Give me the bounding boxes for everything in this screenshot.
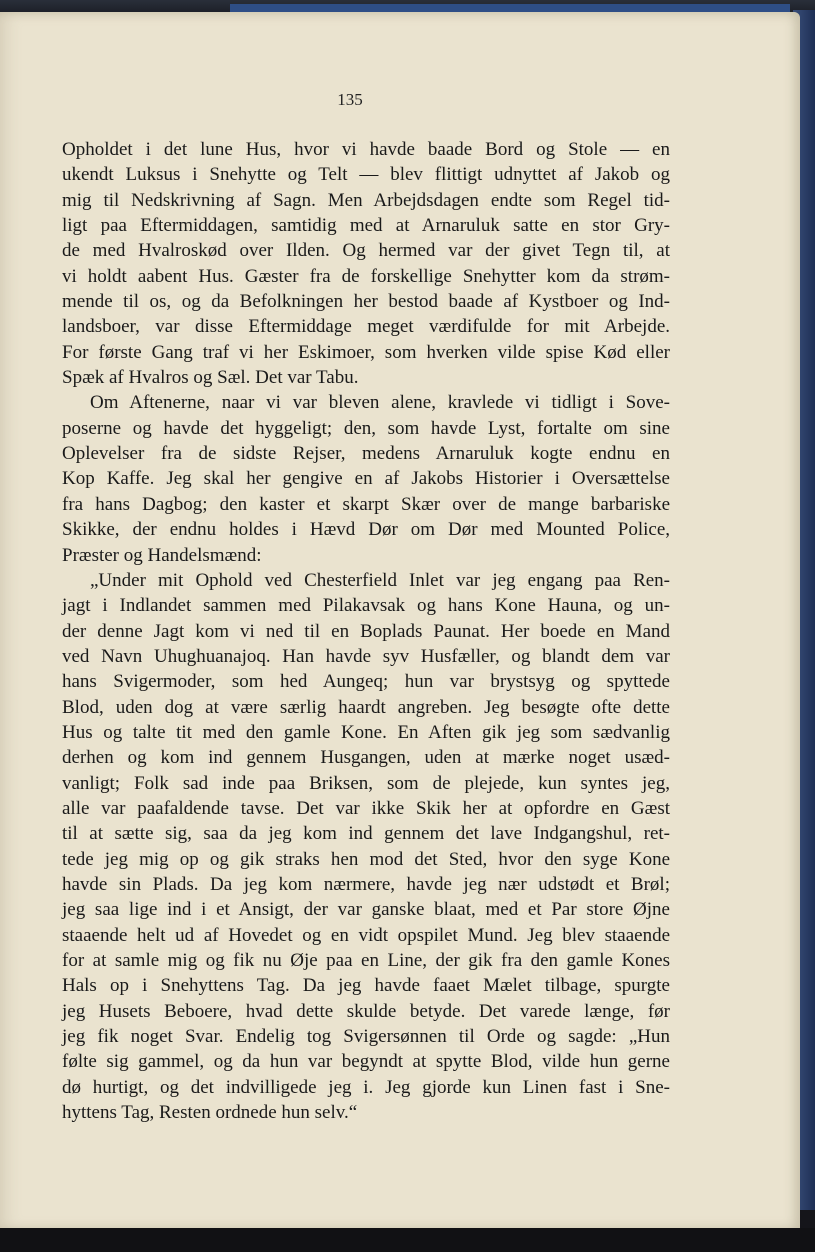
book-edge-bottom — [0, 1228, 815, 1252]
text-line: de med Hvalroskød over Ilden. Og hermed var der givet Tegn til, at — [62, 240, 670, 262]
text-line: dø hurtigt, og det indvilligede jeg i. Jeg gjorde kun Linen fast i Sne- — [62, 1076, 670, 1098]
text-line: Spæk af Hvalros og Sæl. Det var Tabu. — [62, 367, 359, 389]
text-line: jeg saa lige ind i et Ansigt, der var ganske blaat, med et Par store Øjne — [62, 899, 670, 921]
text-line: mende til os, og da Befolkningen her bestod baade af Kystboer og Ind- — [62, 291, 670, 313]
text-line: Kop Kaffe. Jeg skal her gengive en af Jakobs Historier i Oversættelse — [62, 468, 670, 490]
text-line: tede jeg mig op og gik straks hen mod det Sted, hvor den syge Kone — [62, 848, 670, 870]
text-line: Om Aftenerne, naar vi var bleven alene, kravlede vi tidligt i Sove- — [90, 392, 670, 414]
paragraph — [62, 568, 670, 1126]
text-line: Præster og Handelsmænd: — [62, 544, 262, 566]
text-line: ligt paa Eftermiddagen, samtidig med at Arnaruluk satte en stor Gry- — [62, 215, 670, 237]
paragraph — [62, 137, 670, 390]
text-line: mig til Nedskrivning af Sagn. Men Arbejdsdagen endte som Regel tid- — [62, 189, 670, 211]
book-page — [0, 12, 800, 1230]
text-line: fra hans Dagbog; den kaster et skarpt Skær over de mange barbariske — [62, 493, 670, 515]
text-line: Oplevelser fra de sidste Rejser, medens Arnaruluk kogte endnu en — [62, 443, 670, 465]
text-line: hans Svigermoder, som hed Aungeq; hun var brystsyg og spyttede — [62, 671, 670, 693]
text-line: landsboer, var disse Eftermiddage meget værdifulde for mit Arbejde. — [62, 316, 670, 338]
text-line: følte sig gammel, og da hun var begyndt at spytte Blod, vilde hun gerne — [62, 1051, 670, 1073]
text-line: jeg Husets Beboere, hvad dette skulde betyde. Det varede længe, før — [62, 1000, 670, 1022]
text-line: poserne og havde det hyggeligt; den, som havde Lyst, fortalte om sine — [62, 417, 670, 439]
text-line: ukendt Luksus i Snehytte og Telt — blev flittigt udnyttet af Jakob og — [62, 164, 670, 186]
text-line: Hus og talte tit med den gamle Kone. En Aften gik jeg som sædvanlig — [62, 721, 670, 743]
paragraph — [62, 390, 670, 567]
text-line: Skikke, der endnu holdes i Hævd Dør om Dør med Mounted Police, — [62, 519, 670, 541]
text-line: hyttens Tag, Resten ordnede hun selv.“ — [62, 1102, 358, 1124]
text-line: „Under mit Ophold ved Chesterfield Inlet var jeg engang paa Ren- — [90, 569, 670, 591]
text-line: jeg fik noget Svar. Endelig tog Svigersønnen til Orde og sagde: „Hun — [62, 1026, 670, 1048]
page-number: 135 — [337, 90, 363, 109]
text-line: staaende helt ud af Hovedet og en vidt opspilet Mund. Jeg blev staaende — [62, 924, 670, 946]
text-line: For første Gang traf vi her Eskimoer, som hverken vilde spise Kød eller — [62, 341, 670, 363]
text-line: for at samle mig og fik nu Øje paa en Line, der gik fra den gamle Kones — [62, 950, 670, 971]
text-line: Hals op i Snehyttens Tag. Da jeg havde faaet Mælet tilbage, spurgte — [62, 975, 670, 997]
body-text — [62, 137, 670, 1125]
text-line: havde sin Plads. Da jeg kom nærmere, havde jeg nær udstødt et Brøl; — [62, 873, 670, 895]
text-line: ved Navn Uhughuanajoq. Han havde syv Husfæller, og blandt dem var — [62, 645, 670, 667]
text-line: Opholdet i det lune Hus, hvor vi havde baade Bord og Stole — en — [62, 139, 670, 160]
text-line: alle var paafaldende tavse. Det var ikke Skik her at opfordre en Gæst — [62, 797, 670, 819]
text-line: vanligt; Folk sad inde paa Briksen, som de plejede, kun syntes jeg, — [62, 772, 670, 794]
text-line: vi holdt aabent Hus. Gæster fra de forskellige Snehytter kom da strøm- — [62, 265, 670, 287]
text-line: jagt i Indlandet sammen med Pilakavsak og hans Kone Hauna, og un- — [62, 595, 670, 617]
text-line: derhen og kom ind gennem Husgangen, uden at mærke noget usæd- — [62, 747, 670, 769]
text-line: Blod, uden dog at være særlig haardt angreben. Jeg besøgte ofte dette — [62, 696, 670, 718]
text-line: til at sætte sig, saa da jeg kom ind gennem det lave Indgangshul, ret- — [62, 823, 670, 845]
text-line: der denne Jagt kom vi ned til en Boplads Paunat. Her boede en Mand — [62, 620, 670, 642]
